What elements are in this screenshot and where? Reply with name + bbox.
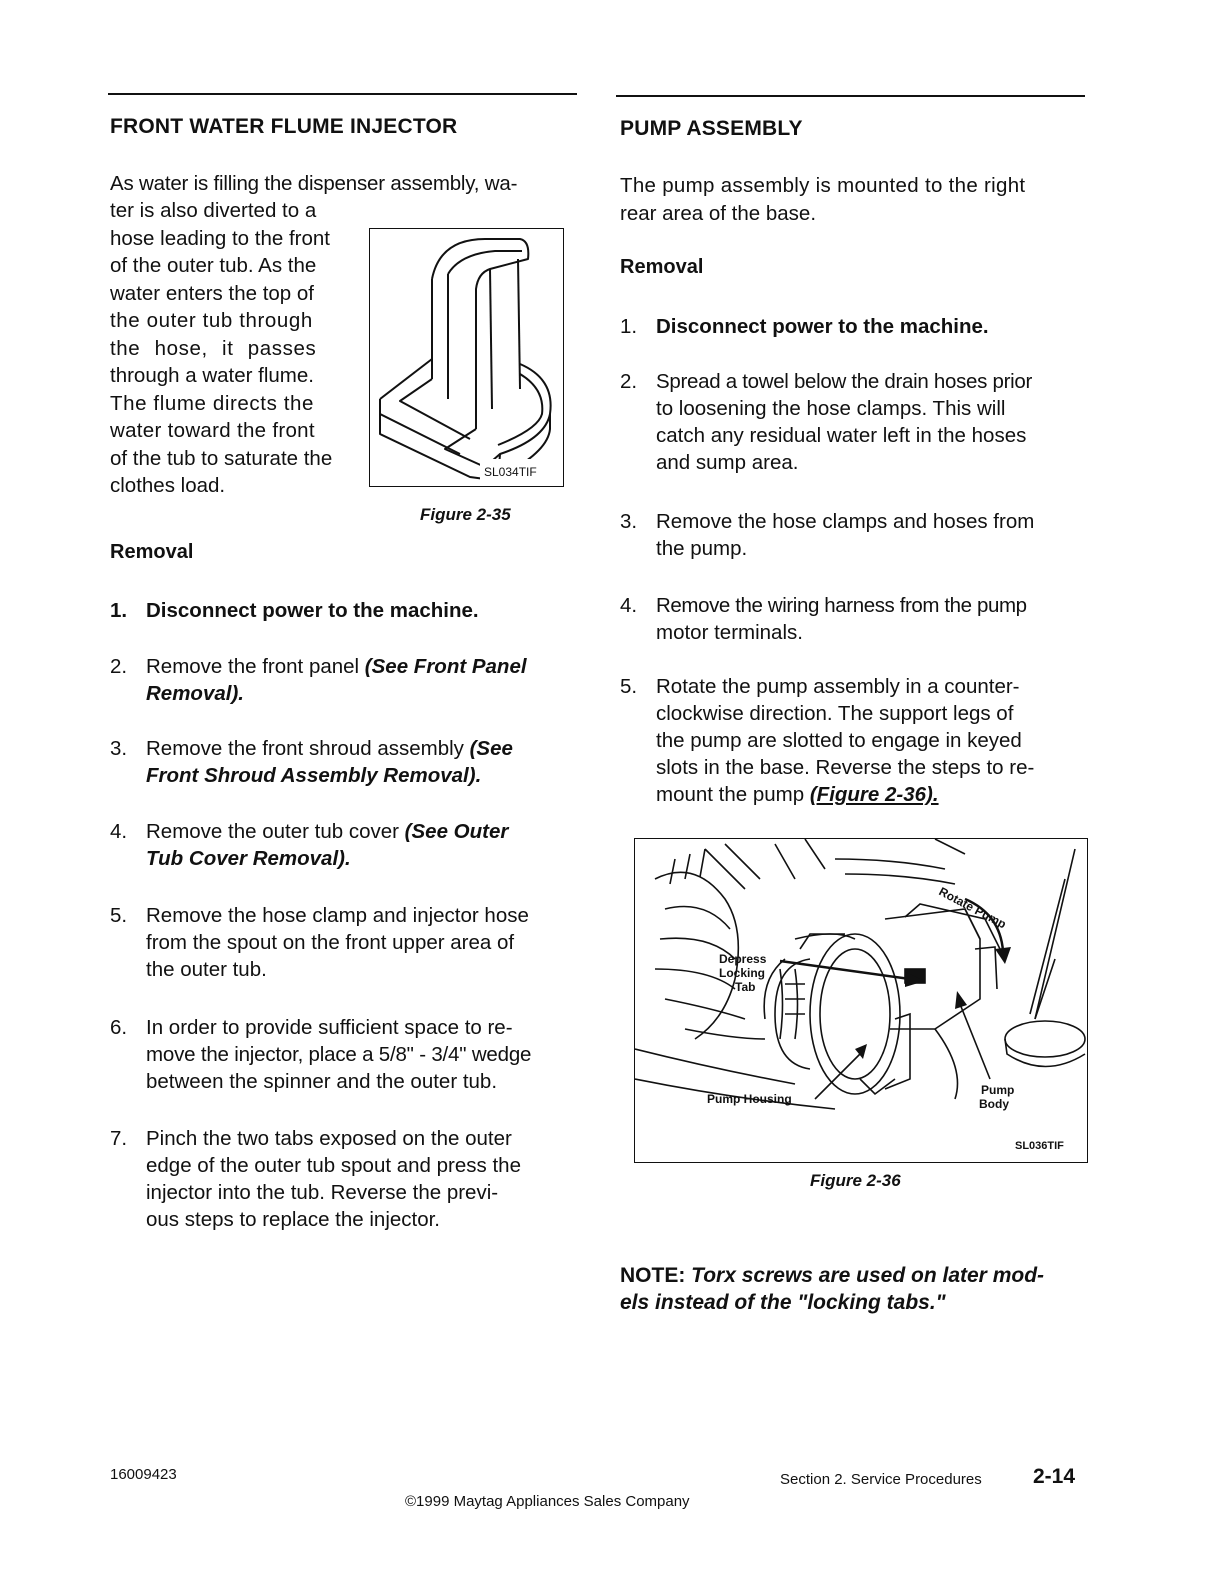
footer-copyright: ©1999 Maytag Appliances Sales Company: [405, 1493, 690, 1510]
note-text: els instead of the "locking tabs.": [620, 1291, 946, 1314]
step-number: 4.: [110, 820, 128, 843]
left-section-title: FRONT WATER FLUME INJECTOR: [110, 115, 458, 138]
intro-line: ter is also diverted to a: [110, 199, 317, 222]
rotate-pump-label: Rotate Pump: [936, 884, 1009, 932]
cross-reference: Removal).: [146, 682, 244, 705]
left-step-5: [110, 902, 580, 986]
right-top-rule: [616, 95, 1085, 97]
step-text-line: Remove the hose clamp and injector hose: [146, 904, 529, 927]
right-step-1: [620, 313, 1085, 343]
right-step-4: [620, 592, 1085, 648]
intro-line: through a water flume.: [110, 364, 314, 387]
step-text: [146, 735, 513, 762]
left-top-rule: [108, 93, 577, 95]
intro-line: As water is filling the dispenser assembly, wa-: [110, 172, 518, 195]
step-text-line: Remove the hose clamps and hoses from: [656, 510, 1035, 533]
step-text-line: Pinch the two tabs exposed on the outer: [146, 1127, 512, 1150]
footer-section: Section 2. Service Procedures: [780, 1471, 982, 1488]
left-step-6: [110, 1014, 580, 1098]
step-text-line: Spread a towel below the drain hoses prior: [656, 370, 1032, 393]
step-text: [146, 653, 527, 680]
cross-reference: (See Front Panel: [364, 655, 527, 678]
intro-line: the hose, it passes: [110, 337, 317, 360]
water-flume-illustration: [370, 229, 563, 486]
step-text-line: Remove the front panel: [146, 655, 365, 678]
intro-line: water toward the front: [110, 419, 315, 442]
step-text-line: Remove the wiring harness from the pump: [656, 594, 1027, 617]
footer-page-number: 2-14: [1033, 1465, 1076, 1488]
cross-reference: (See: [469, 737, 513, 760]
tab-label: Tab: [735, 980, 756, 994]
step-text-line: clockwise direction. The support legs of: [656, 702, 1014, 725]
note-line: [620, 1262, 1085, 1289]
step-text-line: to loosening the hose clamps. This will: [656, 397, 1006, 420]
intro-line: rear area of the base.: [620, 201, 817, 225]
step-text: [146, 818, 508, 845]
step-number: 4.: [620, 594, 638, 617]
pump-housing-label: Pump Housing: [707, 1092, 792, 1106]
step-number: 5.: [110, 904, 128, 927]
step-number: 3.: [620, 510, 638, 533]
step-number: 2.: [620, 370, 638, 393]
right-intro-paragraph: [620, 172, 1085, 227]
figure-2-35-code: SL034TIF: [484, 465, 537, 479]
intro-line: the outer tub through: [110, 309, 313, 332]
step-text-line: injector into the tub. Reverse the previ-: [146, 1181, 499, 1204]
intro-line: of the outer tub. As the: [110, 254, 317, 277]
step-text-line: Rotate the pump assembly in a counter-: [656, 675, 1020, 698]
cross-reference: Front Shroud Assembly Removal).: [146, 764, 482, 787]
step-text: [656, 781, 939, 808]
step-text-line: mount the pump: [656, 783, 810, 806]
intro-line: water enters the top of: [110, 282, 314, 305]
step-number: 1.: [110, 599, 128, 622]
pump-label: Pump: [981, 1083, 1015, 1097]
depress-label: Depress: [719, 952, 767, 966]
right-step-3: [620, 508, 1085, 564]
step-number: 6.: [110, 1016, 128, 1039]
step-text-line: the pump.: [656, 537, 748, 560]
note-label: NOTE:: [620, 1264, 686, 1287]
step-text-line: the outer tub.: [146, 958, 267, 981]
step-text-line: catch any residual water left in the hoses: [656, 424, 1027, 447]
figure-2-36-code: SL036TIF: [1015, 1140, 1064, 1152]
footer-part-number: 16009423: [110, 1466, 177, 1483]
intro-line: clothes load.: [110, 474, 226, 497]
right-removal-heading: Removal: [620, 256, 704, 278]
left-removal-heading: Removal: [110, 541, 194, 563]
note-text: Torx screws are used on later mod-: [691, 1264, 1045, 1287]
step-text-line: Remove the outer tub cover: [146, 820, 405, 843]
step-number: 3.: [110, 737, 128, 760]
step-number: 2.: [110, 655, 128, 678]
step-text-line: ous steps to replace the injector.: [146, 1208, 441, 1231]
right-section-title: PUMP ASSEMBLY: [620, 117, 803, 140]
cross-reference: (Figure 2-36).: [809, 783, 939, 806]
locking-label: Locking: [719, 966, 766, 980]
left-step-3: [110, 735, 580, 791]
step-number: 1.: [620, 315, 638, 338]
step-text-line: In order to provide sufficient space to re-: [146, 1016, 513, 1039]
right-step-2: [620, 368, 1085, 480]
step-text-line: and sump area.: [656, 451, 799, 474]
step-text-line: edge of the outer tub spout and press the: [146, 1154, 521, 1177]
left-step-1: [110, 597, 580, 627]
note-block: [620, 1262, 1085, 1316]
step-number: 7.: [110, 1127, 128, 1150]
step-text-line: slots in the base. Reverse the steps to re-: [656, 756, 1035, 779]
figure-2-35: [369, 228, 564, 487]
step-text-line: the pump are slotted to engage in keyed: [656, 729, 1022, 752]
intro-line: The pump assembly is mounted to the right: [620, 174, 1026, 197]
left-step-2: [110, 653, 580, 709]
figure-2-36-caption: Figure 2-36: [810, 1171, 901, 1190]
intro-line: of the tub to saturate the: [110, 447, 333, 470]
cross-reference: Tub Cover Removal).: [146, 847, 351, 870]
step-text: Disconnect power to the machine.: [146, 599, 479, 622]
cross-reference: (See Outer: [404, 820, 509, 843]
pump-assembly-illustration: [635, 839, 1087, 1162]
intro-line: The flume directs the: [110, 392, 315, 415]
step-text-line: motor terminals.: [656, 621, 803, 644]
figure-2-35-caption: Figure 2-35: [420, 505, 511, 524]
right-step-5: [620, 673, 1085, 813]
step-text-line: between the spinner and the outer tub.: [146, 1070, 498, 1093]
intro-line: hose leading to the front: [110, 227, 330, 250]
figure-2-36: [634, 838, 1088, 1163]
step-number: 5.: [620, 675, 638, 698]
step-text: Disconnect power to the machine.: [656, 315, 989, 338]
step-text-line: Remove the front shroud assembly: [146, 737, 470, 760]
left-step-4: [110, 818, 580, 874]
left-step-7: [110, 1125, 580, 1237]
body-label: Body: [979, 1097, 1009, 1111]
step-text-line: move the injector, place a 5/8" - 3/4" wedge: [146, 1043, 532, 1066]
step-text-line: from the spout on the front upper area of: [146, 931, 515, 954]
